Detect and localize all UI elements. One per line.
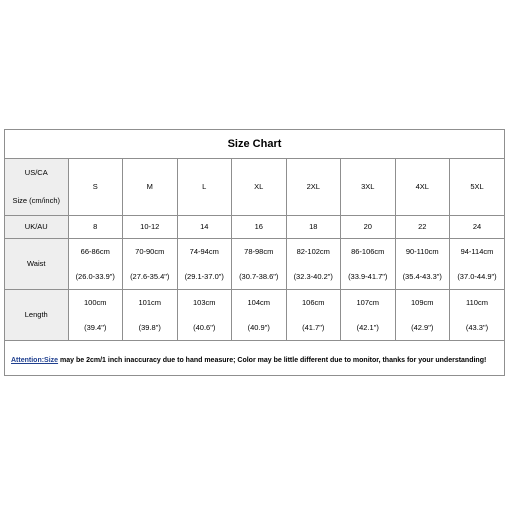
size-cell: 2XL (286, 159, 341, 216)
waist-cell (286, 239, 341, 290)
length-cell (123, 290, 178, 341)
waist-inch: (29.1-37.0") (184, 271, 224, 281)
uk-au-cell: 14 (177, 216, 232, 239)
attention-text: may be 2cm/1 inch inaccuracy due to hand measure; Color may be little different due to monitor, thanks for your understanding! (58, 356, 487, 364)
waist-inch: (26.0-33.9") (75, 271, 115, 281)
length-inch: (40.6") (193, 322, 216, 332)
size-cell: M (123, 159, 178, 216)
waist-cell (232, 239, 287, 290)
size-cell: 4XL (395, 159, 450, 216)
waist-cell (123, 239, 178, 290)
length-label: Length (5, 290, 68, 341)
size-cell: L (177, 159, 232, 216)
attention-note (5, 341, 504, 380)
length-inch: (41.7") (302, 322, 325, 332)
waist-cm: 82-102cm (296, 246, 330, 256)
length-cm: 107cm (356, 297, 379, 307)
waist-cm: 86-106cm (351, 246, 385, 256)
waist-cm: 94-114cm (460, 246, 494, 256)
size-cell: S (68, 159, 123, 216)
uk-au-cell: 8 (68, 216, 123, 239)
waist-label: Waist (5, 239, 68, 290)
length-cell (395, 290, 450, 341)
size-chart (4, 129, 505, 376)
length-cm: 109cm (410, 297, 434, 307)
length-cm: 106cm (301, 297, 325, 307)
uk-au-label: UK/AU (5, 216, 68, 239)
waist-cell (68, 239, 123, 290)
waist-cell (177, 239, 232, 290)
length-cell (68, 290, 123, 341)
length-cm: 101cm (138, 297, 161, 307)
length-inch: (42.9") (411, 322, 434, 332)
title-row (5, 130, 504, 159)
waist-cm: 90-110cm (405, 246, 439, 256)
length-cell (177, 290, 232, 341)
size-header-label (5, 159, 68, 216)
length-inch: (40.9") (247, 322, 270, 332)
size-cell: 3XL (341, 159, 396, 216)
waist-cm: 78-98cm (244, 246, 274, 256)
waist-inch: (33.9-41.7") (348, 271, 388, 281)
waist-cm: 74-94cm (189, 246, 219, 256)
length-cm: 104cm (247, 297, 270, 307)
waist-cm: 66-86cm (80, 246, 110, 256)
waist-cell (450, 239, 505, 290)
waist-inch: (27.6-35.4") (130, 271, 170, 281)
waist-inch: (30.7-38.6") (239, 271, 279, 281)
length-cell (450, 290, 505, 341)
length-cell (341, 290, 396, 341)
uk-au-cell: 16 (232, 216, 287, 239)
attention-label: Attention: (11, 356, 45, 364)
size-unit-label: Size (cm/inch) (12, 196, 60, 206)
length-cm: 110cm (466, 297, 488, 307)
size-cell: 5XL (450, 159, 505, 216)
length-inch: (43.3") (465, 322, 489, 332)
waist-cell (341, 239, 396, 290)
size-table (5, 130, 504, 379)
chart-title: Size Chart (5, 130, 504, 159)
attention-keyword: Size (44, 356, 59, 364)
waist-inch: (37.0-44.9") (457, 271, 497, 281)
uk-au-cell: 20 (341, 216, 396, 239)
waist-inch: (35.4-43.3") (402, 271, 442, 281)
waist-cm: 70-90cm (135, 246, 165, 256)
length-cm: 100cm (83, 297, 107, 307)
length-inch: (42.1") (356, 322, 379, 332)
waist-row (5, 239, 504, 290)
note-row (5, 341, 504, 380)
waist-inch: (32.3-40.2") (293, 271, 333, 281)
size-header-row (5, 159, 504, 216)
uk-au-cell: 10-12 (123, 216, 178, 239)
uk-au-row (5, 216, 504, 239)
length-inch: (39.4") (84, 322, 107, 332)
waist-cell (395, 239, 450, 290)
us-ca-label: US/CA (24, 168, 48, 178)
length-cell (286, 290, 341, 341)
uk-au-cell: 24 (450, 216, 505, 239)
uk-au-cell: 22 (395, 216, 450, 239)
length-cell (232, 290, 287, 341)
uk-au-cell: 18 (286, 216, 341, 239)
length-row (5, 290, 504, 341)
length-cm: 103cm (192, 297, 216, 307)
size-cell: XL (232, 159, 287, 216)
length-inch: (39.8") (138, 322, 161, 332)
